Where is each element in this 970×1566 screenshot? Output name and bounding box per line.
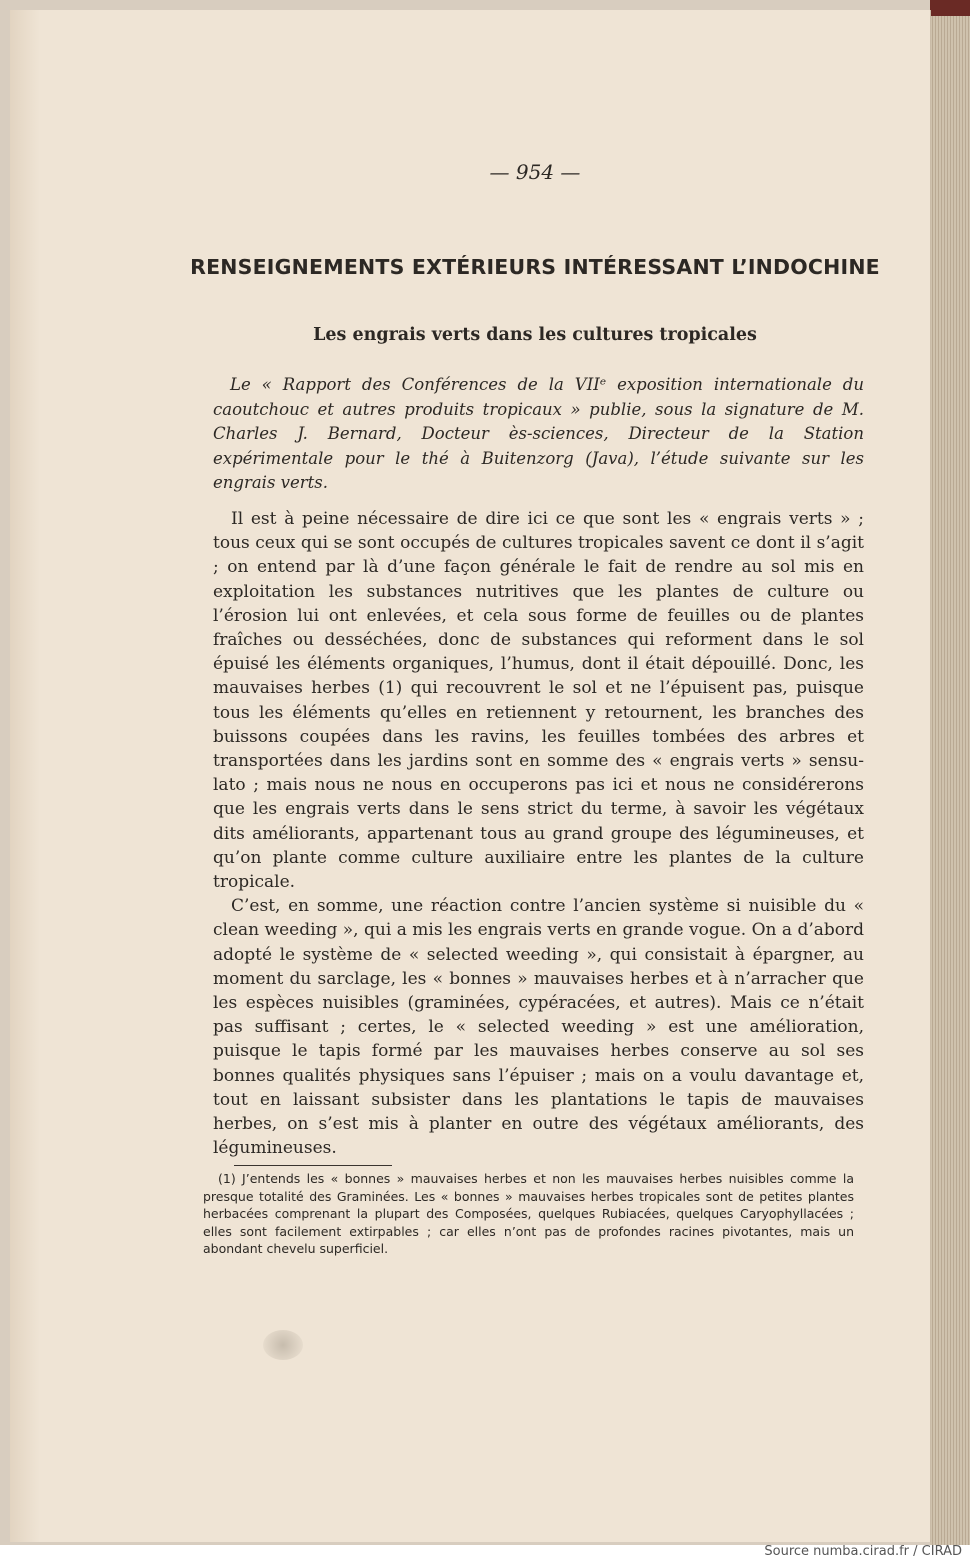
binding-corner	[930, 0, 970, 16]
page-stack-edge	[930, 0, 970, 1545]
source-credit: Source numba.cirad.fr / CIRAD	[764, 1544, 962, 1559]
section-title: RENSEIGNEMENTS EXTÉRIEURS INTÉRESSANT L’INDOCHINE	[190, 255, 880, 279]
body-paragraph: Il est à peine nécessaire de dire ici ce que sont les « engrais verts » ; tous ceux qui se sont occupés de cultures tropicales savent ce dont il s’agit ; on entend par là d’une façon générale le fait de rendre au sol mis en exploitation les substances nutritives que les plantes de culture ou l’érosion lui ont enlevées, et cela sous forme de feuilles ou de plantes fraîches ou desséchées, donc de substances qui reforment dans le sol épuisé les éléments organiques, l’humus, dont il était dépouillé. Donc, les mauvaises herbes (1) qui recouvrent le sol et ne l’épuisent pas, puisque tous les éléments qu’elles en retiennent y retournent, les branches des buissons coupées dans les ravins, les feuilles tombées des arbres et transportées dans les jardins sont en somme des « engrais verts » sensu-lato ; mais nous ne nous en occuperons pas ici et nous ne considérerons que les engrais verts dans le sens strict du terme, à savoir les végétaux dits améliorants, appartenant tous au grand groupe des légumineuses, et qu’on plante comme culture auxiliaire entre les plantes de la culture tropicale.	[213, 509, 864, 893]
body-paragraph: C’est, en somme, une réaction contre l’ancien système si nuisible du « clean weeding », qui a mis les engrais verts en grande vogue. On a d’abord adopté le système de « selected weeding », qui consistait à épargner, au moment du sarclage, les « bonnes » mauvaises herbes et à n’arracher que les espèces nuisibles (graminées, cypéracées, et autres). Mais ce n’était pas suffisant ; certes, le « selected weeding » est une amélioration, puisque le tapis formé par les mauvaises herbes conserve au sol ses bonnes qualités physiques sans l’épuiser ; mais on a voulu davantage et, tout en laissant subsister dans les plantations le tapis de mauvaises herbes, on s’est mis à planter en outre des végétaux améliorants, des légumineuses.	[213, 896, 864, 1159]
footnote: (1) J’entends les « bonnes » mauvaises herbes et non les mauvaises herbes nuisibles comme la presque totalité des Graminées. Les « bonnes » mauvaises herbes tropicales sont de petites plantes herbacées comprenant la plupart des Composées, quelques Rubiacées, quelques Caryophyllacées ; elles sont facilement extirpables ; car elles n’ont pas de profondes racines pivotantes, mais un abondant chevelu superficiel.	[203, 1171, 854, 1256]
page-number: — 954 —	[489, 160, 581, 184]
footnote-rule	[234, 1165, 392, 1166]
article-title: Les engrais verts dans les cultures tropicales	[313, 325, 757, 345]
paper-stain	[263, 1330, 303, 1360]
intro-paragraph: Le « Rapport des Conférences de la VIIᵉ exposition internationale du caoutchouc et autres produits tropicaux » publie, sous la signature de M. Charles J. Bernard, Docteur ès-sciences, Directeur de la Station expérimentale pour le thé à Buitenzorg (Java), l’étude suivante sur les engrais verts.	[213, 375, 864, 492]
article-body	[213, 507, 864, 1160]
page-gutter-shadow	[10, 10, 40, 1542]
